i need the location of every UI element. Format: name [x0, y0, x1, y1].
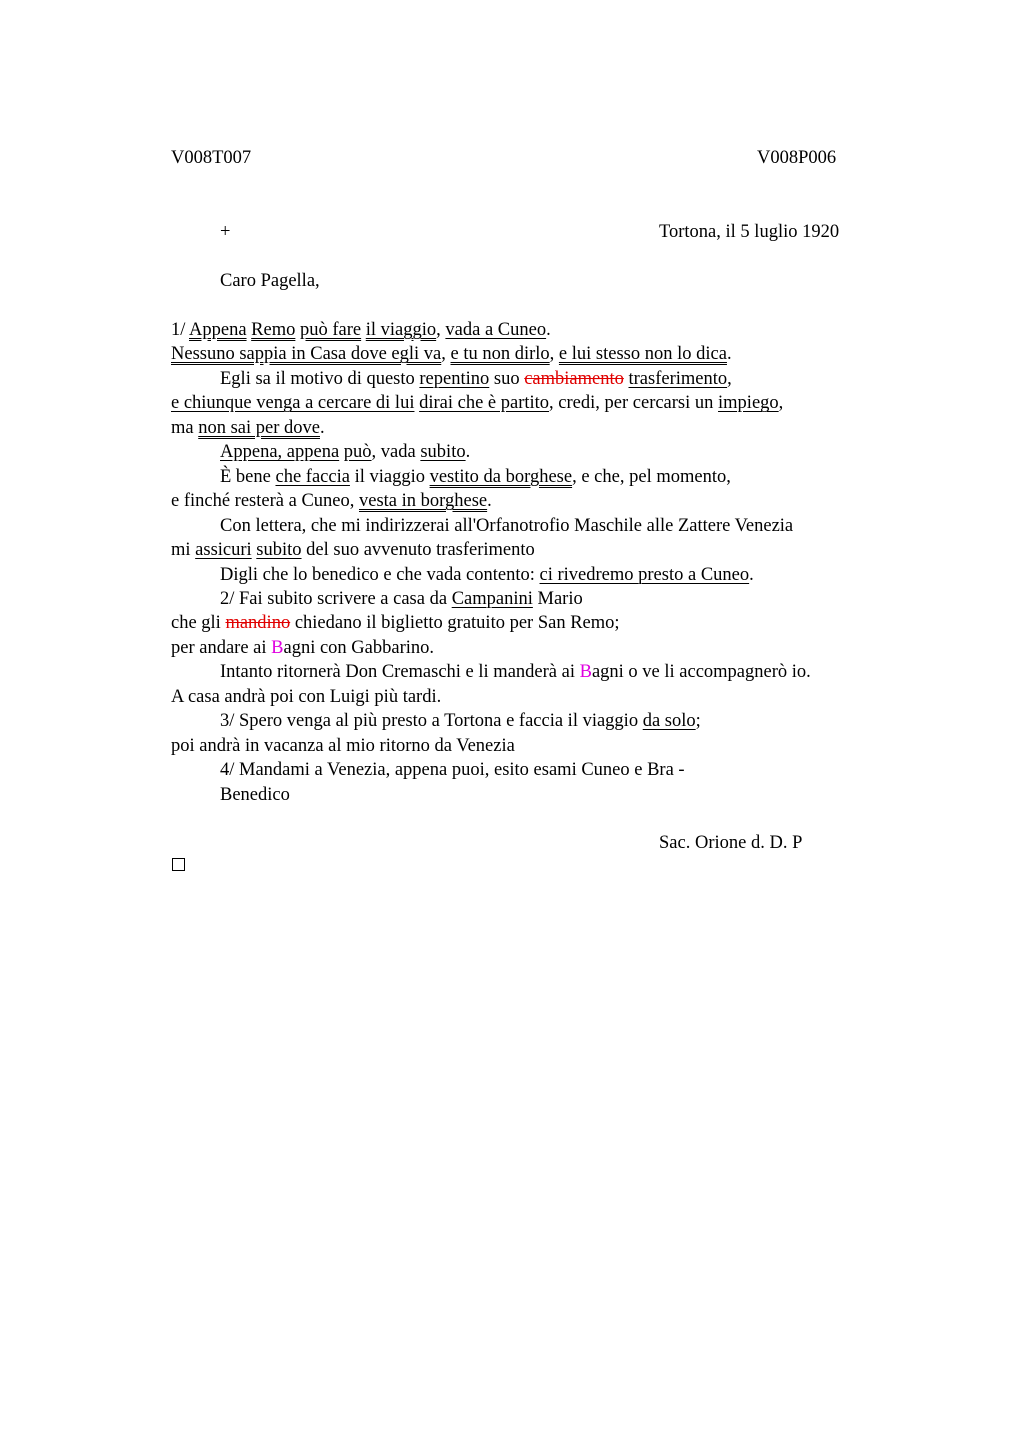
underlined-text: subito — [256, 540, 302, 561]
text-segment: per andare ai — [171, 637, 272, 658]
letter-line — [220, 514, 793, 538]
checkbox-glyph — [172, 858, 185, 871]
underlined-text: Campanini — [451, 588, 533, 609]
code-right: V008P006 — [757, 148, 837, 168]
underlined-text: vada a Cuneo — [445, 320, 547, 340]
text-segment: e finché resterà a Cuneo, — [171, 491, 359, 512]
underlined-text: e lui stesso non lo dica — [558, 344, 727, 365]
text-segment: il viaggio — [349, 466, 430, 487]
letter-line — [220, 440, 470, 464]
underlined-text: Appena, appena — [220, 442, 340, 463]
text-segment: , — [549, 344, 559, 365]
text-segment: poi andrà in vacanza al mio ritorno da Venezia — [171, 735, 515, 756]
text-segment: , e che, pel momento, — [572, 466, 731, 487]
text-segment: . — [487, 491, 492, 512]
text-segment: . — [546, 320, 551, 340]
text-segment: ma — [171, 417, 199, 438]
code-left: V008T007 — [171, 148, 252, 168]
deleted-word: mandino — [225, 613, 291, 634]
letter-line — [171, 611, 620, 635]
text-segment: 4/ Mandami a Venezia, appena puoi, esito esami Cuneo e Bra - — [220, 760, 685, 781]
text-segment: , — [778, 393, 784, 414]
underlined-text: il viaggio — [365, 320, 437, 340]
corrected-letter: B — [271, 637, 284, 658]
letter-line — [171, 685, 441, 709]
letter-line — [171, 416, 325, 440]
text-segment: 2/ Fai subito scrivere a casa da — [220, 588, 452, 609]
text-segment: Egli sa il motivo di questo — [220, 368, 420, 389]
underlined-text: e chiunque venga a cercare di lui — [171, 393, 415, 414]
underlined-text: vesta in borghese — [359, 491, 488, 512]
underlined-text: Nessuno sappia in Casa dove egli va — [171, 344, 442, 365]
underlined-text: e tu non dirlo — [450, 344, 550, 365]
underlined-text: può — [343, 442, 372, 463]
underlined-text: repentino — [419, 368, 490, 389]
letter-line — [220, 709, 701, 733]
letter-line — [171, 391, 783, 415]
underlined-text: impiego — [718, 393, 779, 414]
text-segment: chiedano il biglietto gratuito per San Remo; — [290, 613, 620, 634]
letter-line — [220, 367, 732, 391]
letter-line — [171, 636, 434, 660]
deleted-word: cambiamento — [524, 368, 624, 389]
text-segment: , vada — [371, 442, 421, 463]
letter-line — [171, 318, 551, 342]
underlined-text: da solo — [642, 711, 696, 732]
cross-mark: + — [220, 222, 231, 242]
text-segment: 1/ — [171, 320, 189, 340]
underlined-text: subito — [420, 442, 466, 463]
text-segment: , — [727, 368, 732, 389]
text-segment: mi — [171, 540, 196, 561]
text-segment: A casa andrà poi con Luigi più tardi. — [171, 686, 442, 707]
text-segment: Con lettera, che mi indirizzerai all'Orfanotrofio Maschile alle Zattere Venezia — [220, 515, 794, 536]
place-date: Tortona, il 5 luglio 1920 — [659, 222, 840, 242]
underlined-text: Remo — [251, 320, 296, 340]
letter-line — [171, 734, 515, 758]
underlined-text: dirai che è partito — [419, 393, 550, 414]
text-segment: . — [749, 564, 754, 585]
letter-line — [171, 489, 492, 513]
underlined-text: non sai per dove — [198, 417, 320, 438]
text-segment: Mario — [532, 588, 583, 609]
letter-line — [220, 758, 685, 782]
underlined-text: trasferimento — [628, 368, 728, 389]
underlined-text: assicuri — [195, 540, 252, 561]
underlined-text: ci rivedremo presto a Cuneo — [539, 564, 750, 585]
salutation: Caro Pagella, — [220, 271, 320, 291]
underlined-text: può fare — [300, 320, 362, 340]
text-segment: 3/ Spero venga al più presto a Tortona e faccia il viaggio — [220, 711, 643, 732]
text-segment: Intanto ritornerà Don Cremaschi e li manderà ai — [220, 662, 580, 683]
text-segment: , — [436, 320, 446, 340]
text-segment: che gli — [171, 613, 226, 634]
text-segment: agni con Gabbarino. — [283, 637, 435, 658]
text-segment: Digli che lo benedico e che vada contento: — [220, 564, 540, 585]
letter-line — [220, 660, 811, 684]
corrected-letter: B — [579, 662, 592, 683]
letter-line — [220, 563, 754, 587]
text-segment: ; — [695, 711, 701, 732]
text-segment: suo — [489, 368, 525, 389]
letter-line — [171, 342, 732, 366]
underlined-text: Appena — [189, 320, 247, 340]
text-segment: del suo avvenuto trasferimento — [301, 540, 535, 561]
text-segment: , — [441, 344, 451, 365]
letter-line — [171, 538, 535, 562]
text-segment: È bene — [220, 466, 276, 487]
letter-line — [220, 587, 583, 611]
signature: Sac. Orione d. D. P — [659, 833, 803, 853]
text-segment: , credi, per cercarsi un — [549, 393, 719, 414]
text-segment: agni o ve li accompagnerò io. — [591, 662, 811, 683]
text-segment: Benedico — [220, 784, 290, 805]
underlined-text: vestito da borghese — [429, 466, 573, 487]
letter-line — [220, 465, 731, 489]
text-segment: . — [726, 344, 732, 365]
letter-line — [220, 783, 290, 807]
text-segment: . — [320, 417, 325, 438]
underlined-text: che faccia — [275, 466, 350, 487]
text-segment: . — [465, 442, 471, 463]
